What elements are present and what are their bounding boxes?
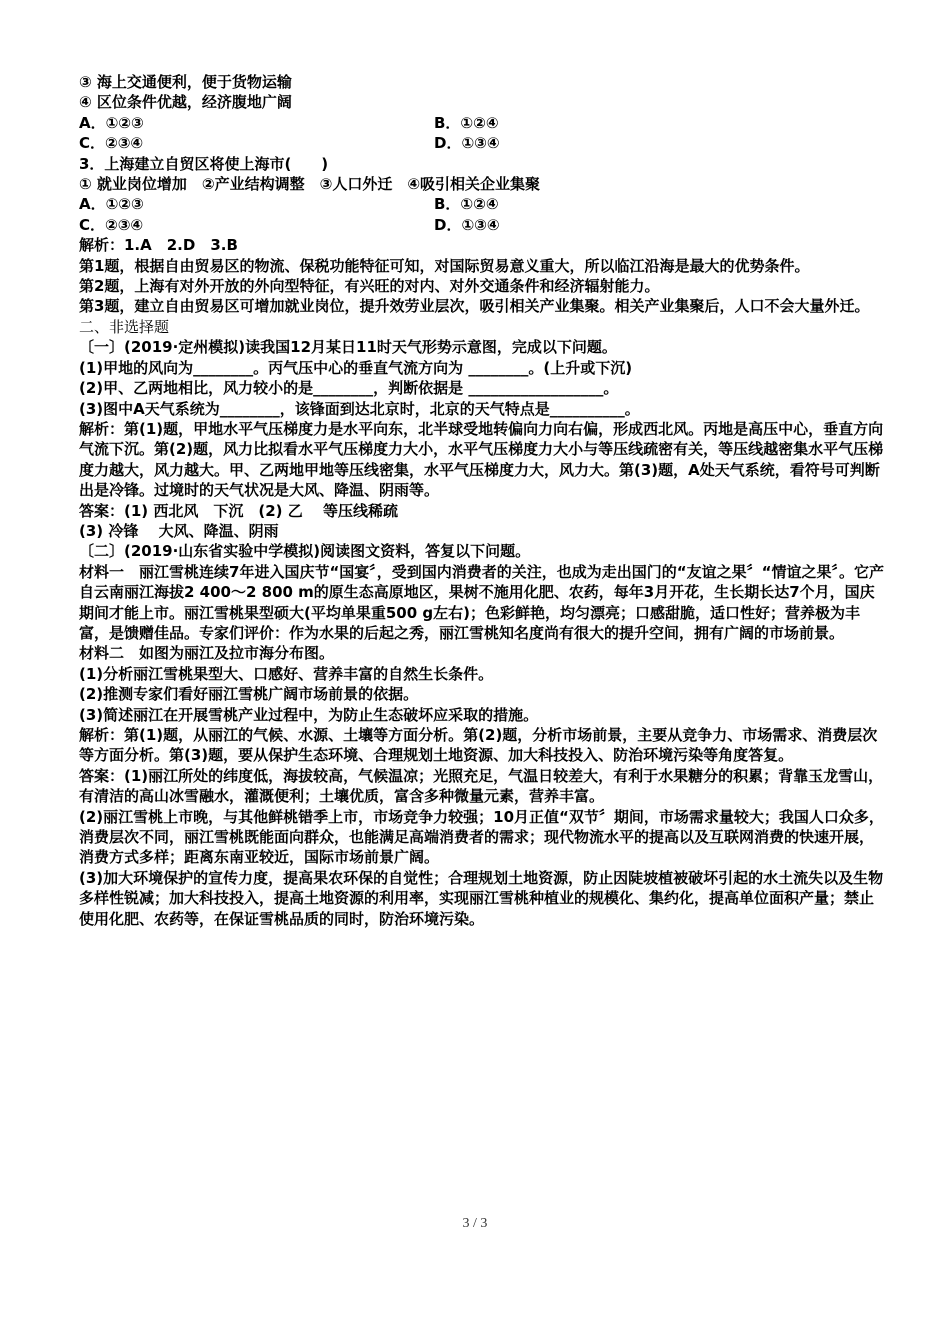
choice-c: C．②③④ [79,134,144,153]
choice-a: A．①②③ [79,195,144,214]
answer: 答案：(1) 西北风 下沉 (2) 乙 等压线稀疏 [79,501,398,520]
answer: (2)丽江雪桃上市晚，与其他鲜桃错季上市，市场竞争力较强；10月正值“双节〞期间，市场需求量较大；我国人口众多，消费层次不同，丽江雪桃既能面向群众，也能满足高端消费者的需求；现代物流水平的提高以及互联网消费的快速开展，消费方式多样；距离东南亚较近，国际市场前景广阔。 [79,807,884,867]
answer: (3)加大环境保护的宣传力度，提高果农环保的自觉性；合理规划土地资源，防止因陡坡植被破坏引起的水土流失以及生物多样性锐减；加大科技投入，提高土地资源的利用率，实现丽江雪桃种植业的规模化、集约化，提高单位面积产量；禁止使用化肥、农药等，在保证雪桃品质的同时，防治环境污染。 [79,868,884,928]
choice-row [79,215,885,235]
sub-question: (1)分析丽江雪桃果型大、口感好、营养丰富的自然生长条件。 [79,664,494,683]
choice-d: D．①③④ [434,134,500,153]
choice-c: C．②③④ [79,215,144,234]
option-line: ④ 区位条件优越，经济腹地广阔 [79,93,292,112]
option-line: ③ 海上交通便利，便于货物运输 [79,73,292,91]
sub-question: (3)简述丽江在开展雪桃产业过程中，为防止生态破坏应采取的措施。 [79,705,539,724]
choice-row [79,194,885,214]
explanation: 解析：第(1)题，甲地水平气压梯度力是水平向东，北半球受地转偏向力向右偏，形成西北风。丙地是高压中心，垂直方向气流下沉。第(2)题，风力比拟看水平气压梯度力大小，水平气压梯度力大小与等压线疏密有关，等压线越密集水平气压梯度力越大，风力越大。甲、乙两地甲地等压线密集，水平气压梯度力大，风力大。第(3)题，A处天气系统，看符号可判断出是冷锋。过境时的天气状况是大风、降温、阴雨等。 [79,419,884,500]
sub-question: (2)推测专家们看好丽江雪桃广阔市场前景的依据。 [79,685,419,704]
explanation: 第1题，根据自由贸易区的物流、保税功能特征可知，对国际贸易意义重大，所以临江沿海是最大的优势条件。 [79,256,810,275]
answer: 答案：(1)丽江所处的纬度低，海拔较高，气候温凉；光照充足，气温日较差大，有利于水果糖分的积累；背靠玉龙雪山，有清洁的高山冰雪融水，灌溉便利；土壤优质，富含多种微量元素，营养丰富。 [79,766,884,806]
explanation: 第3题，建立自由贸易区可增加就业岗位，提升效劳业层次，吸引相关产业集聚。相关产业集聚后，人口不会大量外迁。 [79,297,870,316]
choice-row [79,133,885,153]
page-number: 3 / 3 [462,1216,488,1231]
problem-heading: 〔一〕(2019·定州模拟)读我国12月某日11时天气形势示意图，完成以下问题。 [79,338,617,357]
choice-d: D．①③④ [434,215,500,234]
section-heading: 二、非选择题 [79,317,170,336]
explanation: 解析：第(1)题，从丽江的气候、水源、土壤等方面分析。第(2)题，分析市场前景，主要从竞争力、市场需求、消费层次等方面分析。第(3)题，要从保护生态环境、合理规划土地资源、加大科技投入、防治环境污染等角度答复。 [79,726,878,765]
material-text: 材料二 如图为丽江及拉市海分布图。 [79,644,335,663]
choice-a: A．①②③ [79,113,144,132]
choice-b: B．①②④ [434,195,499,214]
explanation: 第2题，上海有对外开放的外向型特征，有兴旺的对内、对外交通条件和经济辐射能力。 [79,277,660,296]
choice-row [79,113,885,133]
document-body [79,72,885,929]
answer: (3) 冷锋 大风、降温、阴雨 [79,521,279,540]
answer-key: 解析：1.A 2.D 3.B [79,236,238,255]
material-text: 材料一 丽江雪桃连续7年进入国庆节“国宴〞，受到国内消费者的关注，也成为走出国门的“友谊之果〞“情谊之果〞。它产自云南丽江海拔2 400～2 800 m的原生态高原地区，果树不施用化肥、农药，每年3月开花，生长期长达7个月，国庆期间才能上市。丽江雪桃果型硕大(平均单果重500 g左右)；色彩鲜艳，均匀漂亮；口感甜脆，适口性好；营养极为丰富，是馈赠佳品。专家们评价：作为水果的后起之秀，丽江雪桃知名度尚有很大的提升空间，拥有广阔的市场前景。 [79,562,885,642]
question-items: ① 就业岗位增加 ②产业结构调整 ③人口外迁 ④吸引相关企业集聚 [79,175,541,194]
sub-question: (2)甲、乙两地相比，风力较小的是________，判断依据是 __________________。 [79,379,619,398]
question-stem: 3．上海建立自贸区将使上海市( ) [79,154,329,173]
choice-b: B．①②④ [434,113,499,132]
sub-question: (3)图中A天气系统为________，该锋面到达北京时，北京的天气特点是__________。 [79,399,640,418]
sub-question: (1)甲地的风向为________。丙气压中心的垂直气流方向为 ________。(上升或下沉) [79,358,633,377]
problem-heading: 〔二〕(2019·山东省实验中学模拟)阅读图文资料，答复以下问题。 [79,542,531,561]
